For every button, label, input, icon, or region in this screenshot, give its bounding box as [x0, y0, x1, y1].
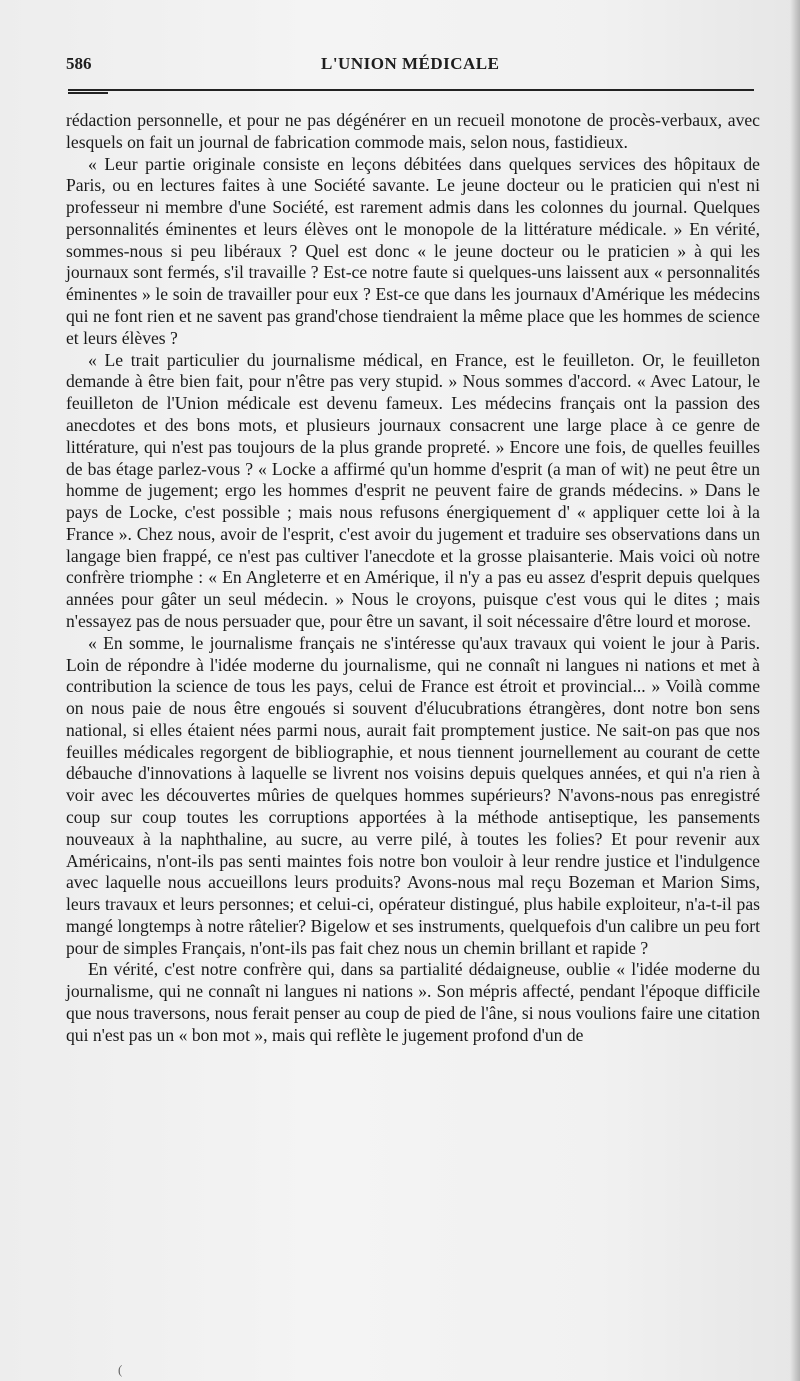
page-header	[66, 50, 754, 80]
paragraph-5: En vérité, c'est notre confrère qui, dans sa partialité dédaigneuse, oublie « l'idée moderne du journalisme, qui ne connaît ni langues ni nations ». Son mépris affecté, pendant l'époque difficile que nous traversons, nous ferait penser au coup de pied de l'âne, si nous voulions faire une citation qui n'est pas un « bon mot », mais qui reflète le jugement profond d'un de	[66, 959, 760, 1045]
footer-mark: (	[118, 1362, 123, 1377]
page-edge-shadow	[790, 0, 800, 1381]
paragraph-1: rédaction personnelle, et pour ne pas dégénérer en un recueil monotone de procès-verbaux, avec lesquels on fait un journal de fabrication commode mais, selon nous, fastidieux.	[66, 110, 760, 152]
paragraph-2: « Leur partie originale consiste en leçons débitées dans quelques services des hôpitaux de Paris, ou en lectures faites à une Société savante. Le jeune docteur ou le praticien qui n'est ni professeur ni membre d'une Société, est rarement admis dans les colonnes du journal. Quelques personnalités éminentes et leurs élèves ont le monopole de la littérature médicale. » En vérité, sommes-nous si peu libéraux ? Quel est donc « le jeune docteur ou le praticien » à qui les journaux sont fermés, s'il travaille ? Est-ce notre faute si quelques-uns laissent aux « personnalités éminentes » le soin de travailler pour eux ? Est-ce que dans les journaux d'Amérique les médecins qui ne font rien et ne savent pas grand'chose tiendraient la même place que les hommes de science et leurs élèves ?	[66, 153, 760, 348]
page-number: 586	[66, 54, 92, 73]
header-rule-accent	[68, 92, 108, 94]
header-rule	[68, 89, 754, 91]
paragraph-4: « En somme, le journalisme français ne s'intéresse qu'aux travaux qui voient le jour à Paris. Loin de répondre à l'idée moderne du journalisme, qui ne connaît ni langues ni nations et met à contribution la science de tous les pays, celui de France est étroit et provincial... » Voilà comme on nous paie de nous être engoués si souvent d'élucubrations étrangères, dont notre bon sens national, si elles étaient nées parmi nous, aurait fait promptement justice. Ne sait-on pas que nos feuilles médicales regorgent de bibliographie, et nous tiennent journellement au courant de cette débauche d'innovations à laquelle se livrent nos voisins depuis quelques années, et qui n'a rien à voir avec les découvertes mûries de quelques hommes supérieurs? N'avons-nous pas enregistré coup sur coup toutes les corruptions apportées à la méthode antiseptique, les pansements nouveaux à la naphthaline, au sucre, au verre pilé, à toutes les folies? Et pour revenir aux Américains, n'ont-ils pas senti maintes fois notre bon vouloir à leur rendre justice et l'indulgence avec laquelle nous accueillons leurs produits? Avons-nous mal reçu Bozeman et Marion Sims, leurs travaux et leurs personnes; et celui-ci, opérateur distingué, plus habile exploiteur, n'a-t-il pas mangé longtemps à notre râtelier? Bigelow et ses instruments, quelquefois d'un calibre un peu fort pour de simples Français, n'ont-ils pas fait chez nous un chemin brillant et rapide ?	[66, 632, 760, 958]
paragraph-3: « Le trait particulier du journalisme médical, en France, est le feuilleton. Or, le feuilleton demande à être bien fait, pour n'être pas very stupid. » Nous sommes d'accord. « Avec Latour, le feuilleton de l'Union médicale est devenu fameux. Les médecins français ont la passion des anecdotes et des bons mots, et plusieurs journaux consacrent une large place à ce genre de littérature, qui n'est pas toujours de la plus grande propreté. » Encore une fois, de quelles feuilles de bas étage parlez-vous ? « Locke a affirmé qu'un homme d'esprit (a man of wit) ne peut être un homme de jugement; ergo les hommes d'esprit ne peuvent faire de grands médecins. » Dans le pays de Locke, c'est possible ; mais nous refusons énergiquement d' « appliquer cette loi à la France ». Chez nous, avoir de l'esprit, c'est avoir du jugement et traduire ses observations dans un langage bien frappé, ce n'est pas cultiver l'anecdote et la grosse plaisanterie. Mais voici où notre confrère triomphe : « En Angleterre et en Amérique, il n'y a pas eu assez d'esprit depuis quelques années pour gâter un seul médecin. » Nous le croyons, puisque c'est vous qui le dites ; mais n'essayez pas de nous persuader que, pour être un savant, il soit nécessaire d'être lourd et morose.	[66, 349, 760, 631]
article-body	[66, 110, 760, 1047]
journal-title: L'UNION MÉDICALE	[321, 54, 500, 73]
